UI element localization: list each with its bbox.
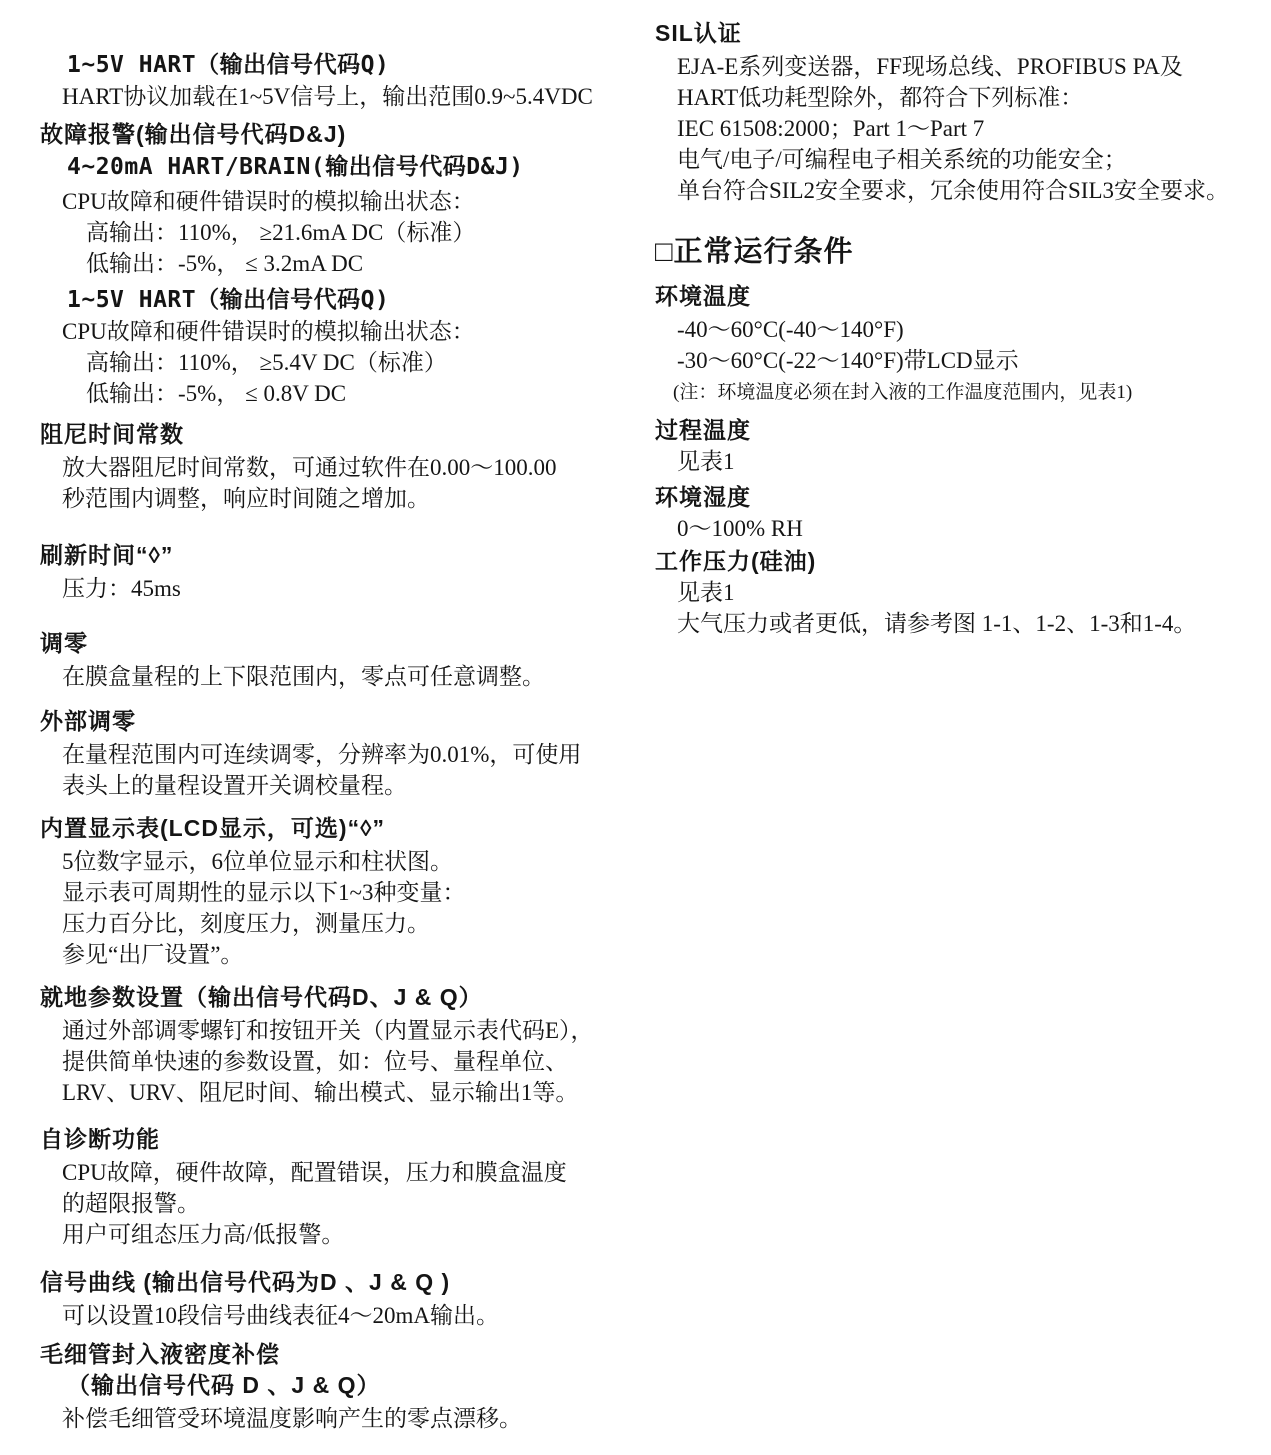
heading-working-pressure: 工作压力(硅油): [655, 548, 817, 574]
heading-self-diagnostics: 自诊断功能: [40, 1126, 160, 1152]
title-normal-operating-conditions: □正常运行条件: [655, 236, 854, 268]
line-local-setting-params: 提供简单快速的参数设置，如：位号、量程单位、: [62, 1049, 568, 1074]
line-pressure-45ms: 压力：45ms: [62, 576, 181, 601]
line-sil-levels: 单台符合SIL2安全要求，冗余使用符合SIL3安全要求。: [677, 178, 1229, 203]
heading-local-parameter-setting: 就地参数设置（输出信号代码D、J & Q）: [40, 984, 483, 1010]
line-damping-response: 秒范围内调整，响应时间随之增加。: [62, 486, 430, 511]
line-diagnostics-limit-alarm: 的超限报警。: [62, 1191, 200, 1216]
section-zero-adjustment: [40, 628, 640, 692]
section-signal-characterizer: [40, 1267, 640, 1331]
line-local-setting-lrv-urv: LRV、URV、阻尼时间、输出模式、显示输出1等。: [62, 1080, 579, 1105]
heading-process-temperature: 过程温度: [655, 417, 751, 443]
section-ambient-temperature: [655, 281, 1265, 406]
section-title-normal-operating-conditions: [655, 231, 1265, 273]
line-external-zero-switch: 表头上的量程设置开关调校量程。: [62, 773, 407, 798]
heading-external-zero-adjustment: 外部调零: [40, 708, 136, 734]
heading-ambient-temperature: 环境温度: [655, 283, 751, 309]
heading-1-5v-hart-output: 1~5V HART（输出信号代码Q): [67, 52, 390, 78]
heading-zero-adjustment: 调零: [40, 630, 88, 656]
line-ambient-temp-note: (注：环境温度必须在封入液的工作温度范围内，见表1): [673, 382, 1133, 403]
line-damping-range: 放大器阻尼时间常数，可通过软件在0.00～100.00: [62, 455, 557, 480]
section-working-pressure: [655, 546, 1265, 639]
line-indicator-variables: 显示表可周期性的显示以下1~3种变量：: [62, 880, 466, 905]
line-process-temp-table: 见表1: [677, 449, 735, 474]
heading-sil-certification: SIL认证: [655, 20, 742, 46]
heading-failure-alarm: 故障报警(输出信号代码D&J): [40, 121, 347, 147]
line-diagnostics-user-alarm: 用户可组态压力高/低报警。: [62, 1222, 345, 1247]
line-sil-iec-standard: IEC 61508:2000；Part 1～Part 7: [677, 116, 985, 141]
line-sil-series: EJA-E系列变送器，FF现场总线、PROFIBUS PA及: [677, 54, 1183, 79]
line-high-output-ma: 高输出：110%， ≥21.6mA DC（标准）: [86, 220, 476, 245]
line-sil-exceptions: HART低功耗型除外，都符合下列标准：: [677, 85, 1084, 110]
line-cpu-failure-analog-output-2: CPU故障和硬件错误时的模拟输出状态：: [62, 319, 475, 344]
line-ambient-temp-range: -40～60°C(-40～140°F): [677, 317, 904, 342]
line-humidity-range: 0～100% RH: [677, 516, 803, 541]
section-update-time: [40, 540, 640, 604]
heading-capillary-output-codes: （输出信号代码 D 、J & Q）: [67, 1372, 381, 1398]
heading-update-time: 刷新时间“◊”: [40, 542, 174, 568]
line-low-output-ma: 低输出：-5%， ≤ 3.2mA DC: [86, 251, 364, 276]
heading-signal-characterizer: 信号曲线 (输出信号代码为D 、J & Q ): [40, 1269, 451, 1295]
section-local-parameter-setting: [40, 982, 640, 1108]
left-column: [40, 50, 640, 1434]
section-ambient-humidity: [655, 482, 1265, 544]
line-indicator-pressure-types: 压力百分比，刻度压力，测量压力。: [62, 911, 430, 936]
heading-integral-indicator: 内置显示表(LCD显示，可选)“◊”: [40, 815, 385, 841]
heading-capillary-density-compensation: 毛细管封入液密度补偿: [40, 1341, 280, 1367]
section-self-diagnostics: [40, 1124, 640, 1250]
section-process-temperature: [655, 415, 1265, 477]
section-sil-certification: [655, 18, 1265, 206]
line-high-output-v: 高输出：110%， ≥5.4V DC（标准）: [86, 350, 447, 375]
line-local-setting-screw: 通过外部调零螺钉和按钮开关（内置显示表代码E），: [62, 1018, 594, 1043]
section-1-5v-hart-output: [40, 50, 640, 112]
line-working-pressure-figures: 大气压力或者更低，请参考图 1-1、1-2、1-3和1-4。: [677, 611, 1197, 636]
section-damping-time-constant: [40, 419, 640, 514]
line-signal-curve-segments: 可以设置10段信号曲线表征4～20mA输出。: [62, 1303, 499, 1328]
line-sil-functional-safety: 电气/电子/可编程电子相关系统的功能安全；: [677, 147, 1127, 172]
line-external-zero-resolution: 在量程范围内可连续调零，分辨率为0.01%，可使用: [62, 742, 582, 767]
line-hart-protocol-range: HART协议加载在1~5V信号上，输出范围0.9~5.4VDC: [62, 84, 593, 109]
line-low-output-v: 低输出：-5%， ≤ 0.8V DC: [86, 381, 347, 406]
line-diagnostics-errors: CPU故障，硬件故障，配置错误，压力和膜盒温度: [62, 1160, 567, 1185]
line-capillary-zero-drift: 补偿毛细管受环境温度影响产生的零点漂移。: [62, 1406, 522, 1431]
heading-4-20ma-hart-brain: 4~20mA HART/BRAIN(输出信号代码D&J): [67, 154, 524, 180]
section-capillary-density-compensation: [40, 1339, 640, 1434]
heading-1-5v-hart-alarm: 1~5V HART（输出信号代码Q): [67, 287, 390, 313]
line-zero-adjustment: 在膜盒量程的上下限范围内，零点可任意调整。: [62, 664, 545, 689]
heading-damping-time-constant: 阻尼时间常数: [40, 421, 184, 447]
section-external-zero-adjustment: [40, 706, 640, 801]
line-cpu-failure-analog-output-1: CPU故障和硬件错误时的模拟输出状态：: [62, 189, 475, 214]
line-ambient-temp-lcd: -30～60°C(-22～140°F)带LCD显示: [677, 348, 1019, 373]
section-integral-indicator: [40, 813, 640, 970]
heading-ambient-humidity: 环境湿度: [655, 484, 751, 510]
line-indicator-digits: 5位数字显示，6位单位显示和柱状图。: [62, 849, 453, 874]
right-column: [655, 18, 1265, 639]
line-working-pressure-table: 见表1: [677, 580, 735, 605]
line-indicator-factory-setting: 参见“出厂设置”。: [62, 942, 244, 967]
section-failure-alarm: [40, 119, 640, 409]
